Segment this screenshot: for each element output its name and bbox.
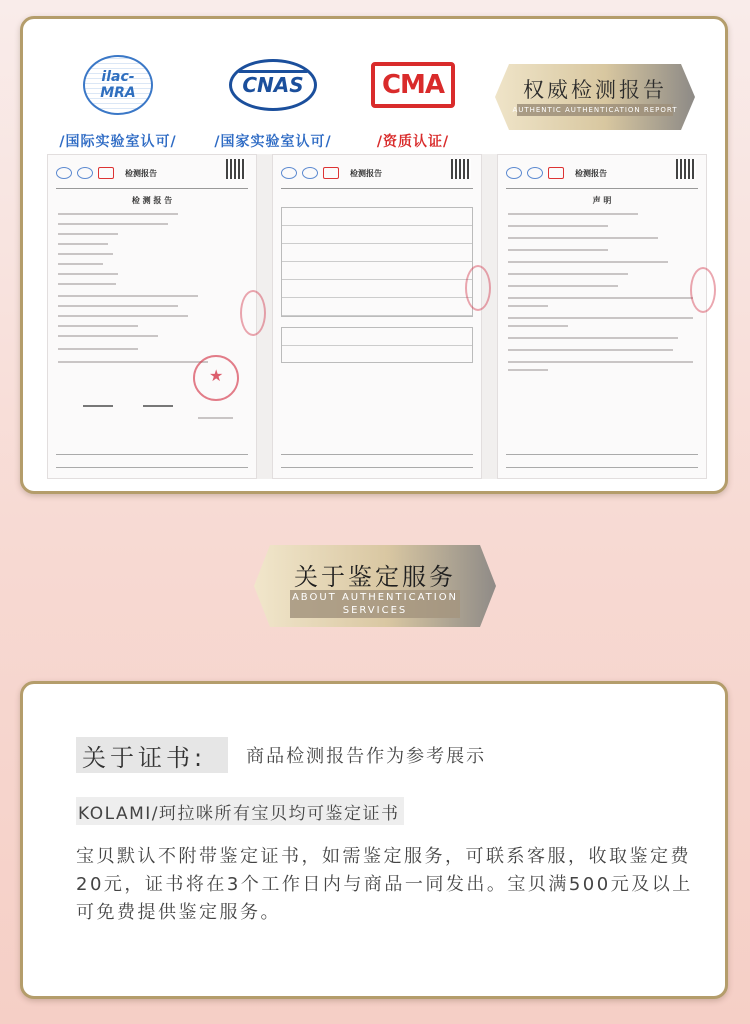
cma-icon: CMA	[371, 62, 455, 108]
brand-certificate-line: KOLAMI/珂拉咪所有宝贝均可鉴定证书	[76, 797, 404, 825]
report-page-3	[497, 154, 707, 479]
services-badge	[254, 545, 496, 627]
authority-report-card	[20, 16, 728, 494]
cnas-mini-icon	[527, 167, 543, 179]
cma-caption: /资质认证/	[376, 134, 450, 150]
report-page-1	[47, 154, 257, 479]
ilac-mini-icon	[56, 167, 72, 179]
services-badge-subtitle	[254, 591, 496, 617]
ilac-mra-icon: ilac-MRA	[83, 55, 153, 115]
authority-report-badge	[495, 64, 695, 130]
ilac-mini-icon	[506, 167, 522, 179]
qr-code-icon	[451, 159, 471, 179]
certificate-label-row	[76, 737, 486, 773]
cnas-caption: /国家实验室认可/	[214, 134, 332, 150]
report-page-title: 检测报告	[350, 168, 382, 178]
cnas-icon: CNAS	[229, 59, 317, 111]
certificate-info-card	[20, 681, 728, 999]
cma-mini-icon	[98, 167, 114, 179]
certificate-label: 关于证书:	[76, 737, 228, 773]
seam-seal-icon	[240, 290, 266, 336]
report-page-heading: 检 测 报 告	[131, 196, 173, 205]
cma-logo	[358, 49, 468, 151]
certificate-label-desc: 商品检测报告作为参考展示	[246, 746, 487, 767]
services-subtitle-line-2: SERVICES	[342, 605, 408, 616]
badge-subtitle: AUTHENTIC AUTHENTICATION REPORT	[512, 106, 678, 114]
ilac-logo	[53, 49, 183, 151]
qr-code-icon	[226, 159, 246, 179]
certification-logos	[23, 19, 725, 154]
qr-code-icon	[676, 159, 696, 179]
cnas-mini-icon	[302, 167, 318, 179]
services-badge-title: 关于鉴定服务	[294, 563, 456, 591]
cnas-logo	[203, 49, 343, 151]
seam-seal-icon	[690, 267, 716, 313]
red-seal-icon	[193, 355, 239, 401]
seam-seal-icon	[465, 265, 491, 311]
certificate-policy-text: 宝贝默认不附带鉴定证书，如需鉴定服务，可联系客服，收取鉴定费20元，证书将在3个工作日内与商品一同发出。宝贝满500元及以上可免费提供鉴定服务。	[76, 846, 693, 923]
report-documents	[47, 154, 707, 479]
cma-mini-icon	[548, 167, 564, 179]
statement-heading: 声 明	[592, 196, 612, 205]
badge-title: 权威检测报告	[523, 78, 667, 102]
cnas-mini-icon	[77, 167, 93, 179]
report-page-title: 检测报告	[575, 168, 607, 178]
report-page-title: 检测报告	[125, 168, 157, 178]
cma-mini-icon	[323, 167, 339, 179]
ilac-caption: /国际实验室认可/	[59, 134, 177, 150]
services-subtitle-line-1: ABOUT AUTHENTICATION	[291, 592, 459, 603]
ilac-mini-icon	[281, 167, 297, 179]
report-page-2	[272, 154, 482, 479]
